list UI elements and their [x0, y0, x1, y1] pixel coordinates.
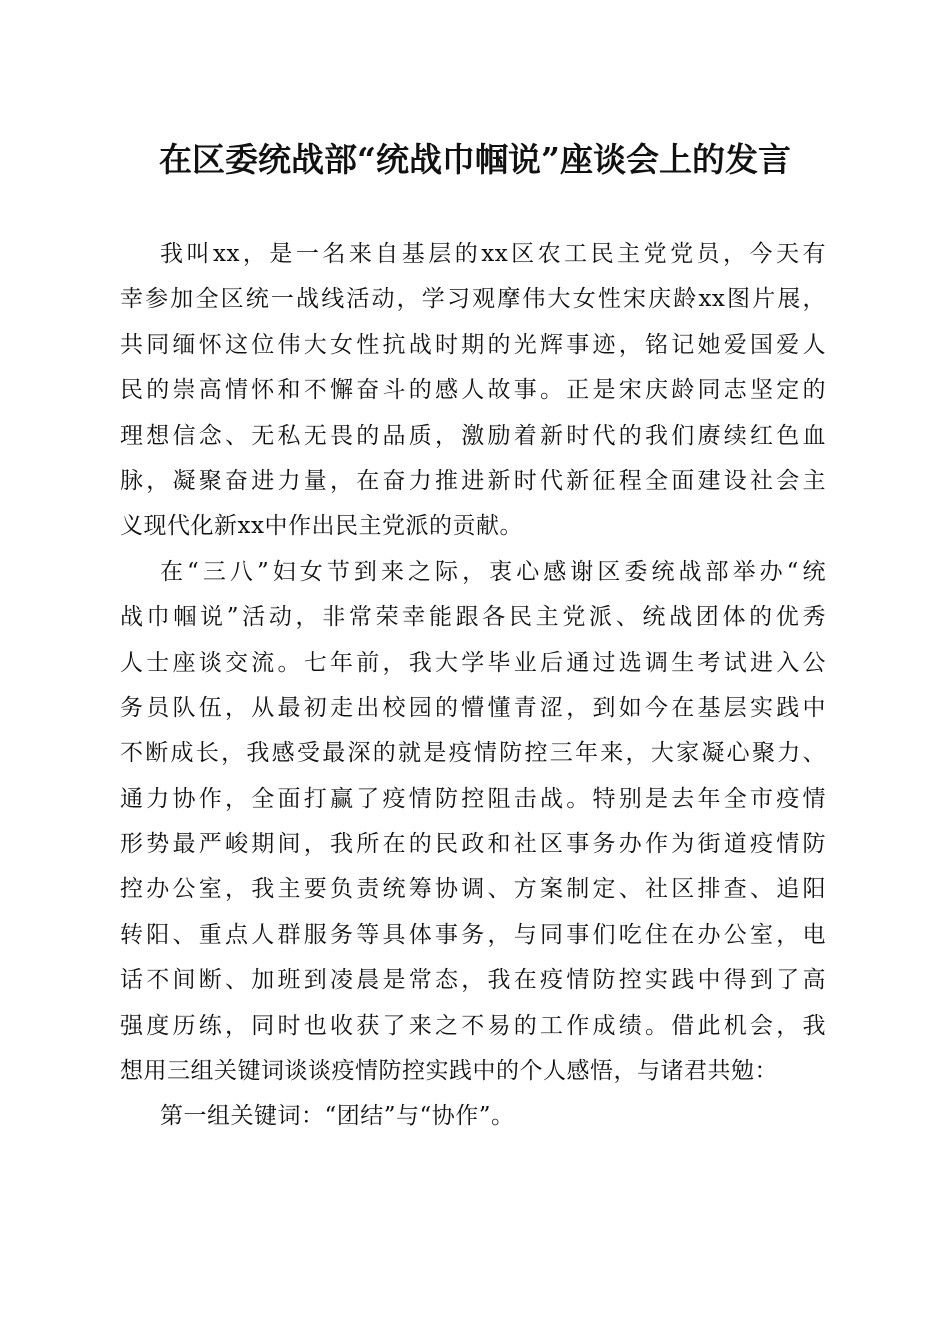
paragraph-1-line-7: 义现代化新xx中作出民主党派的贡献。: [120, 513, 523, 540]
paragraph-2-line-2: 战巾帼说”活动，非常荣幸能跟各民主党派、统战团体的优秀: [120, 604, 826, 631]
section-heading-keyword-1: 第一组关键词：“团结”与“协作”。: [160, 1103, 515, 1130]
paragraph-2-line-12: 想用三组关键词谈谈疫情防控实践中的个人感悟，与诸君共勉：: [120, 1058, 778, 1085]
paragraph-2-line-7: 形势最严峻期间，我所在的民政和社区事务办作为街道疫情防: [120, 831, 826, 858]
paragraph-1-line-2: 幸参加全区统一战线活动，学习观摩伟大女性宋庆龄xx图片展，: [120, 286, 826, 313]
paragraph-2-line-3: 人士座谈交流。七年前，我大学毕业后通过选调生考试进入公: [120, 649, 826, 676]
paragraph-1-line-6: 脉，凝聚奋进力量，在奋力推进新时代新征程全面建设社会主: [120, 467, 826, 494]
paragraph-1-line-1: 我叫xx，是一名来自基层的xx区农工民主党党员，今天有: [160, 241, 826, 267]
paragraph-1-line-5: 理想信念、无私无畏的品质，激励着新时代的我们赓续红色血: [120, 422, 826, 449]
paragraph-2-line-1: 在“三八”妇女节到来之际，衷心感谢区委统战部举办“统: [160, 558, 826, 585]
paragraph-2-line-9: 转阳、重点人群服务等具体事务，与同事们吃住在办公室，电: [120, 921, 826, 948]
paragraph-2-line-4: 务员队伍，从最初走出校园的懵懂青涩，到如今在基层实践中: [120, 694, 826, 721]
paragraph-1-line-3: 共同缅怀这位伟大女性抗战时期的光辉事迹，铭记她爱国爱人: [120, 331, 826, 358]
paragraph-2-line-6: 通力协作，全面打赢了疫情防控阻击战。特别是去年全市疫情: [120, 785, 826, 812]
paragraph-2-line-11: 强度历练，同时也收获了来之不易的工作成绩。借此机会，我: [120, 1012, 826, 1039]
paragraph-2-line-10: 话不间断、加班到凌晨是常态，我在疫情防控实践中得到了高: [120, 967, 826, 994]
paragraph-1-line-4: 民的崇高情怀和不懈奋斗的感人故事。正是宋庆龄同志坚定的: [120, 377, 826, 404]
paragraph-2-line-5: 不断成长，我感受最深的就是疫情防控三年来，大家凝心聚力、: [120, 740, 826, 767]
paragraph-2-line-8: 控办公室，我主要负责统筹协调、方案制定、社区排查、追阳: [120, 876, 826, 903]
document-body: [120, 236, 826, 1144]
document-title: 在区委统战部“统战巾帼说”座谈会上的发言: [159, 140, 791, 179]
